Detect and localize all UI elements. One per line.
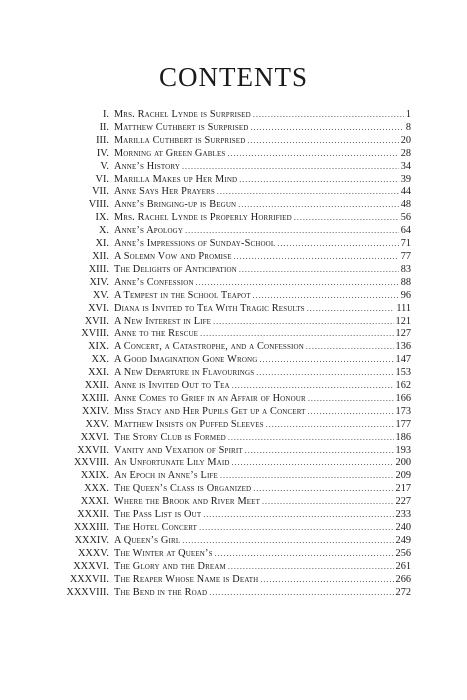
dot-leader	[217, 186, 399, 199]
chapter-page-number: 209	[395, 470, 411, 482]
toc-entry	[0, 225, 467, 238]
chapter-page-number: 249	[395, 534, 411, 546]
dot-leader	[209, 587, 393, 600]
chapter-title: Morning at Green Gables	[114, 147, 226, 159]
toc-entry	[0, 174, 467, 187]
chapter-title: Mrs. Rachel Lynde is Surprised	[114, 109, 251, 120]
chapter-page-number: 186	[395, 431, 411, 443]
chapter-title: An Epoch in Anne’s Life	[114, 470, 218, 482]
chapter-page-number: 121	[395, 315, 411, 327]
toc-entry	[0, 483, 467, 496]
toc-entry	[0, 264, 467, 277]
toc-entry	[0, 470, 467, 483]
dot-leader	[238, 199, 398, 212]
chapter-title: The Pass List is Out	[114, 509, 202, 521]
chapter-title: Marilla Cuthbert is Surprised	[114, 134, 246, 146]
dot-leader	[213, 316, 393, 329]
dot-leader	[262, 496, 394, 509]
toc-entry	[0, 432, 467, 445]
chapter-title: Mrs. Rachel Lynde is Properly Horrified	[114, 212, 292, 224]
chapter-title: A New Interest in Life	[114, 315, 212, 327]
chapter-numeral: XXI.	[88, 367, 109, 379]
chapter-page-number: 266	[395, 573, 411, 585]
dot-leader	[203, 509, 393, 522]
chapter-numeral: XXX.	[84, 483, 109, 495]
chapter-page-number: 1	[405, 109, 411, 120]
toc-entry	[0, 161, 467, 174]
toc-entry	[0, 380, 467, 393]
dot-leader	[215, 548, 394, 561]
toc-entry	[0, 393, 467, 406]
dot-leader	[260, 574, 393, 587]
chapter-page-number: 162	[395, 380, 411, 392]
toc-entry	[0, 354, 467, 367]
toc-entry	[0, 303, 467, 316]
chapter-numeral: XVIII.	[81, 328, 109, 340]
chapter-numeral: XXII.	[84, 380, 109, 392]
chapter-numeral: XX.	[91, 354, 109, 366]
toc-entry	[0, 419, 467, 432]
chapter-title: A Queen’s Girl	[114, 534, 181, 546]
chapter-title: A New Departure in Flavourings	[114, 367, 255, 379]
dot-leader	[308, 393, 394, 406]
chapter-page-number: 71	[400, 238, 411, 250]
chapter-title: Anne Comes to Grief in an Affair of Honour	[114, 392, 306, 404]
toc-entry	[0, 238, 467, 251]
contents-heading: CONTENTS	[159, 62, 308, 92]
chapter-numeral: VII.	[92, 186, 109, 198]
dot-leader	[234, 251, 399, 264]
chapter-numeral: III.	[96, 134, 109, 146]
toc-entry	[0, 496, 467, 509]
toc-entry	[0, 290, 467, 303]
toc-entry	[0, 148, 467, 161]
chapter-page-number: 56	[400, 212, 411, 224]
dot-leader	[182, 535, 393, 548]
toc-entry	[0, 509, 467, 522]
dot-leader	[307, 303, 395, 316]
chapter-page-number: 217	[395, 483, 411, 495]
chapter-page-number: 111	[396, 302, 411, 314]
toc-entry	[0, 109, 467, 122]
chapter-page-number: 64	[400, 225, 411, 237]
chapter-page-number: 39	[400, 173, 411, 185]
chapter-numeral: XXXVIII.	[66, 586, 109, 598]
chapter-page-number: 96	[400, 289, 411, 301]
dot-leader	[200, 328, 393, 341]
dot-leader	[306, 341, 394, 354]
chapter-page-number: 147	[395, 354, 411, 366]
chapter-page-number: 28	[400, 147, 411, 159]
dot-leader	[294, 212, 399, 225]
chapter-numeral: XVII.	[84, 315, 109, 327]
toc-entry	[0, 367, 467, 380]
chapter-numeral: XI.	[95, 238, 109, 250]
chapter-numeral: IV.	[96, 147, 109, 159]
toc-entry	[0, 316, 467, 329]
dot-leader	[251, 122, 404, 135]
chapter-title: Anne’s Impressions of Sunday-School	[114, 238, 276, 250]
chapter-page-number: 88	[400, 276, 411, 288]
chapter-numeral: VIII.	[88, 199, 109, 211]
chapter-title: Anne’s Apology	[114, 225, 184, 237]
chapter-numeral: XXXII.	[77, 509, 109, 521]
chapter-title: Anne is Invited Out to Tea	[114, 380, 230, 392]
chapter-title: Anne’s Confession	[114, 276, 194, 288]
dot-leader	[228, 561, 394, 574]
chapter-title: Diana is Invited to Tea With Tragic Results	[114, 302, 305, 314]
chapter-numeral: XVI.	[88, 302, 109, 314]
dot-leader	[245, 445, 394, 458]
dot-leader	[232, 457, 394, 470]
chapter-page-number: 153	[395, 367, 411, 379]
dot-leader	[256, 367, 393, 380]
chapter-page-number: 256	[395, 547, 411, 559]
chapter-title: A Tempest in the School Teapot	[114, 289, 251, 301]
chapter-page-number: 173	[395, 405, 411, 417]
chapter-numeral: II.	[99, 121, 109, 133]
chapter-numeral: IX.	[95, 212, 109, 224]
dot-leader	[253, 290, 399, 303]
chapter-numeral: I.	[102, 109, 109, 120]
toc-entry	[0, 561, 467, 574]
dot-leader	[228, 432, 394, 445]
chapter-numeral: XIV.	[89, 276, 109, 288]
dot-leader	[185, 225, 399, 238]
chapter-page-number: 8	[405, 121, 411, 133]
chapter-numeral: XXV.	[85, 418, 109, 430]
chapter-numeral: XXIII.	[81, 392, 109, 404]
chapter-numeral: XIX.	[88, 341, 109, 353]
chapter-title: An Unfortunate Lily Maid	[114, 457, 230, 469]
dot-leader	[253, 483, 393, 496]
toc-entry	[0, 341, 467, 354]
toc-entry	[0, 587, 467, 600]
chapter-title: The Hotel Concert	[114, 522, 198, 533]
toc-entry	[0, 522, 467, 535]
chapter-numeral: XXXIV.	[74, 534, 109, 546]
dot-leader	[259, 354, 393, 367]
table-of-contents	[0, 109, 467, 599]
toc-entry	[0, 212, 467, 225]
dot-leader	[232, 380, 394, 393]
chapter-title: A Solemn Vow and Promise	[114, 250, 232, 262]
toc-entry	[0, 199, 467, 212]
chapter-title: Vanity and Vexation of Spirit	[114, 444, 243, 456]
chapter-title: Anne Says Her Prayers	[114, 186, 215, 198]
toc-entry	[0, 406, 467, 419]
chapter-numeral: XXXV.	[78, 547, 109, 559]
chapter-numeral: XXVIII.	[73, 457, 109, 469]
chapter-page-number: 166	[395, 392, 411, 404]
chapter-title: The Bend in the Road	[114, 586, 208, 598]
chapter-page-number: 193	[395, 444, 411, 456]
chapter-title: The Glory and the Dream	[114, 560, 226, 572]
dot-leader	[182, 161, 399, 174]
chapter-page-number: 127	[395, 328, 411, 340]
chapter-title: Miss Stacy and Her Pupils Get up a Concert	[114, 405, 306, 417]
chapter-title: Anne’s Bringing-up is Begun	[114, 199, 237, 211]
dot-leader	[199, 522, 393, 535]
chapter-page-number: 177	[395, 418, 411, 430]
chapter-title: Anne to the Rescue	[114, 328, 199, 340]
dot-leader	[253, 109, 404, 122]
dot-leader	[196, 277, 399, 290]
chapter-numeral: VI.	[95, 173, 109, 185]
chapter-numeral: XXXI.	[80, 496, 109, 508]
chapter-numeral: XII.	[92, 250, 109, 262]
chapter-numeral: XXVI.	[80, 431, 109, 443]
chapter-numeral: XXXVI.	[73, 560, 109, 572]
dot-leader	[239, 264, 399, 277]
chapter-numeral: XXIX.	[80, 470, 109, 482]
chapter-page-number: 20	[400, 134, 411, 146]
chapter-title: The Delights of Anticipation	[114, 263, 237, 275]
dot-leader	[247, 135, 398, 148]
chapter-numeral: XIII.	[88, 263, 109, 275]
chapter-title: Matthew Insists on Puffed Sleeves	[114, 418, 264, 430]
chapter-title: The Reaper Whose Name is Death	[114, 573, 259, 585]
toc-entry	[0, 277, 467, 290]
chapter-numeral: XXVII.	[77, 444, 109, 456]
chapter-page-number: 261	[395, 560, 411, 572]
chapter-title: Where the Brook and River Meet	[114, 496, 261, 508]
chapter-title: The Story Club is Formed	[114, 431, 226, 443]
chapter-page-number: 77	[400, 250, 411, 262]
chapter-numeral: XV.	[92, 289, 109, 301]
chapter-numeral: X.	[98, 225, 109, 237]
dot-leader	[227, 148, 398, 161]
chapter-title: Marilla Makes up Her Mind	[114, 173, 238, 185]
chapter-numeral: XXXVII.	[69, 573, 109, 585]
chapter-title: The Queen’s Class is Organized	[114, 483, 252, 495]
toc-entry	[0, 186, 467, 199]
dot-leader	[266, 419, 394, 432]
dot-leader	[308, 406, 394, 419]
chapter-title: Anne’s History	[114, 160, 181, 172]
chapter-page-number: 83	[400, 263, 411, 275]
toc-entry	[0, 135, 467, 148]
toc-entry	[0, 251, 467, 264]
toc-entry	[0, 457, 467, 470]
chapter-title: Matthew Cuthbert is Surprised	[114, 121, 249, 133]
chapter-title: The Winter at Queen’s	[114, 547, 213, 559]
chapter-page-number: 44	[400, 186, 411, 198]
dot-leader	[220, 470, 394, 483]
chapter-page-number: 34	[400, 160, 411, 172]
chapter-numeral: XXXIII.	[73, 522, 109, 533]
chapter-page-number: 240	[395, 522, 411, 533]
dot-leader	[277, 238, 398, 251]
chapter-page-number: 227	[395, 496, 411, 508]
chapter-title: A Good Imagination Gone Wrong	[114, 354, 258, 366]
toc-entry	[0, 445, 467, 458]
chapter-page-number: 48	[400, 199, 411, 211]
toc-entry	[0, 328, 467, 341]
chapter-numeral: V.	[100, 160, 109, 172]
chapter-numeral: XXIV.	[82, 405, 109, 417]
toc-entry	[0, 535, 467, 548]
chapter-page-number: 200	[395, 457, 411, 469]
toc-entry	[0, 122, 467, 135]
dot-leader	[239, 174, 398, 187]
toc-entry	[0, 574, 467, 587]
chapter-title: A Concert, a Catastrophe, and a Confession	[114, 341, 304, 353]
chapter-page-number: 136	[395, 341, 411, 353]
chapter-page-number: 272	[395, 586, 411, 598]
chapter-page-number: 233	[395, 509, 411, 521]
toc-entry	[0, 548, 467, 561]
